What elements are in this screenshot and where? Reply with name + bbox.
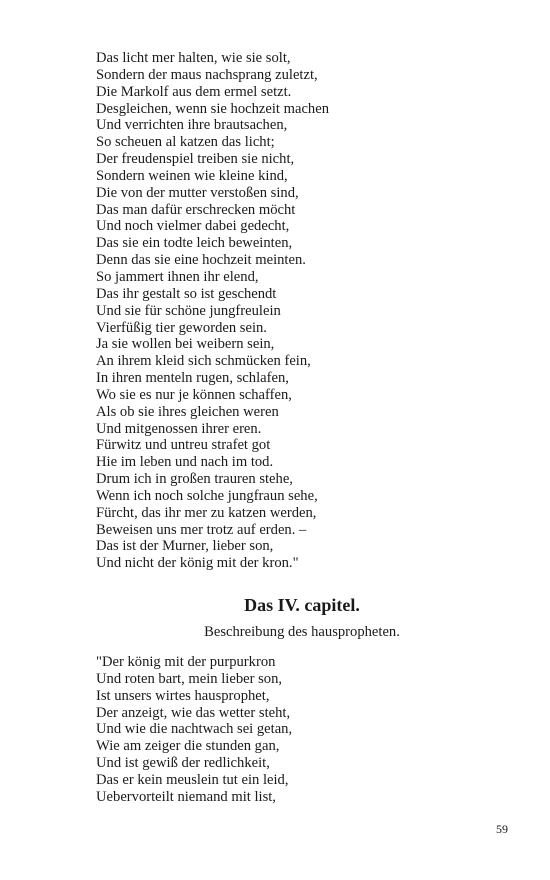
verse-line: Und noch vielmer dabei gedecht, — [96, 218, 290, 235]
verse-block-chapter-start — [96, 654, 292, 806]
verse-line: Und wie die nachtwach sei getan, — [96, 721, 293, 738]
verse-line: Ist unsers wirtes hausprophet, — [96, 687, 270, 704]
verse-line: Sondern der maus nachsprang zuletzt, — [96, 66, 318, 83]
verse-line: Wie am zeiger die stunden gan, — [96, 738, 280, 755]
verse-line: Sondern weinen wie kleine kind, — [96, 167, 288, 184]
verse-line: Vierfüßig tier geworden sein. — [96, 319, 267, 336]
verse-line: Und ist gewiß der redlichkeit, — [96, 755, 270, 772]
verse-line: Und roten bart, mein lieber son, — [96, 670, 283, 687]
page-number: 59 — [496, 822, 508, 836]
verse-line: In ihren menteln rugen, schlafen, — [96, 370, 289, 387]
verse-line: Hie im leben und nach im tod. — [96, 454, 274, 471]
verse-line: Denn das sie eine hochzeit meinten. — [96, 252, 306, 269]
verse-line: Und verrichten ihre brautsachen, — [96, 117, 288, 134]
verse-line: Das er kein meuslein tut ein leid, — [96, 771, 289, 788]
chapter-heading: Das IV. capitel. — [244, 595, 360, 615]
verse-line: Beweisen uns mer trotz auf erden. – — [96, 521, 307, 538]
verse-line: Desgleichen, wenn sie hochzeit machen — [96, 100, 330, 117]
verse-line: Der anzeigt, wie das wetter steht, — [96, 704, 291, 721]
verse-line: Die Markolf aus dem ermel setzt. — [96, 83, 292, 100]
verse-line: Wenn ich noch solche jungfraun sehe, — [96, 487, 318, 504]
verse-line: Ja sie wollen bei weibern sein, — [96, 336, 275, 353]
verse-line: Der freudenspiel treiben sie nicht, — [96, 151, 295, 168]
verse-line: "Der könig mit der purpurkron — [96, 654, 276, 670]
verse-line: So scheuen al katzen das licht; — [96, 134, 275, 151]
verse-line: Als ob sie ihres gleichen weren — [96, 403, 279, 420]
verse-line: Wo sie es nur je können schaffen, — [96, 386, 292, 403]
verse-line: Die von der mutter verstoßen sind, — [96, 184, 299, 201]
verse-line: An ihrem kleid sich schmücken fein, — [96, 353, 311, 370]
verse-line: Und nicht der könig mit der kron." — [96, 555, 299, 572]
verse-block-continuation — [96, 50, 329, 572]
verse-line: Und sie für schöne jungfreulein — [96, 302, 281, 319]
verse-line: So jammert ihnen ihr elend, — [96, 268, 259, 285]
verse-line: Das ihr gestalt so ist geschendt — [96, 285, 277, 302]
verse-line: Das man dafür erschrecken möcht — [96, 201, 296, 218]
verse-line: Fürcht, das ihr mer zu katzen werden, — [96, 504, 317, 521]
chapter-subtitle: Beschreibung des hauspropheten. — [204, 624, 400, 640]
verse-line: Fürwitz und untreu strafet got — [96, 437, 271, 454]
verse-line: Das ist der Murner, lieber son, — [96, 538, 274, 555]
verse-line: Das licht mer halten, wie sie solt, — [96, 50, 291, 66]
verse-line: Und mitgenossen ihrer eren. — [96, 420, 262, 437]
verse-line: Das sie ein todte leich beweinten, — [96, 235, 293, 252]
verse-line: Drum ich in großen trauren stehe, — [96, 471, 293, 488]
verse-line: Uebervorteilt niemand mit list, — [96, 788, 276, 805]
